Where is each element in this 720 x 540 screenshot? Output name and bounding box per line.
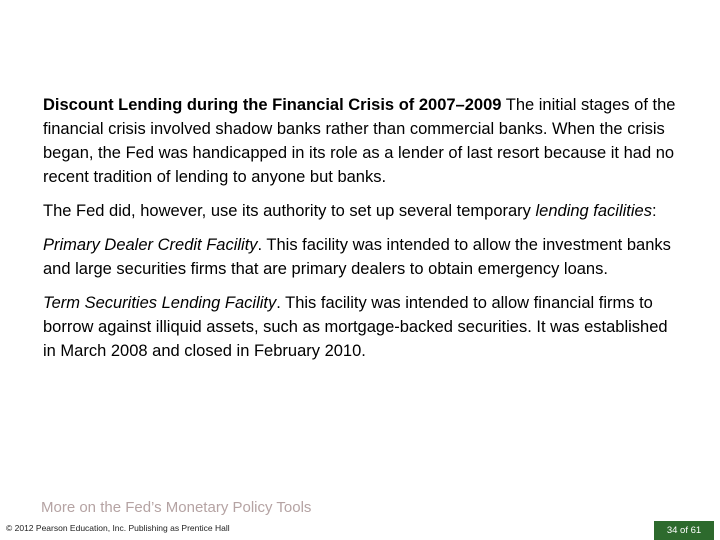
paragraph-lending-facilities (43, 199, 683, 223)
paragraph-text: . This facility was intended to allow the investment banks and large securities firms that are primary dealers to obtain emergency loans. (43, 236, 671, 278)
paragraph-term-securities (43, 291, 683, 363)
paragraph-heading: Discount Lending during the Financial Crisis of 2007–2009 (43, 96, 502, 114)
section-title: More on the Fed’s Monetary Policy Tools (41, 499, 312, 516)
paragraph-text: The Fed did, however, use its authority to set up several temporary (43, 202, 536, 220)
copyright-notice: © 2012 Pearson Education, Inc. Publishing as Prentice Hall (6, 523, 230, 533)
paragraph-text: . This facility was intended to allow financial firms to borrow against illiquid assets, such as mortgage-backed securities. It was established in March 2008 and closed in February 2010. (43, 294, 668, 360)
facility-name: Primary Dealer Credit Facility (43, 236, 258, 254)
paragraph-primary-dealer (43, 233, 683, 281)
paragraph-discount-lending (43, 93, 683, 189)
paragraph-text: : (651, 202, 657, 220)
page-number-badge: 34 of 61 (654, 521, 714, 540)
slide-body (43, 93, 683, 373)
paragraph-text: The initial stages of the financial crisis involved shadow banks rather than commercial banks. When the crisis began, the Fed was handicapped in its role as a lender of last resort because it had no recent tradition of lending to anyone but banks. (43, 96, 676, 186)
facility-name: Term Securities Lending Facility (43, 294, 277, 312)
emphasis-term: lending facilities (535, 202, 652, 220)
